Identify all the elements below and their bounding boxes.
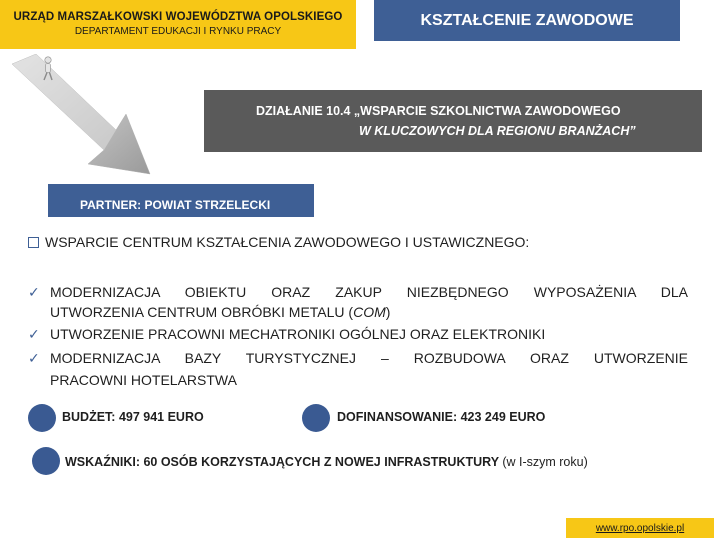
list-item-text-cont: PRACOWNI HOTELARSTWA — [50, 372, 237, 388]
partner-box — [48, 184, 314, 217]
footer-link[interactable] — [566, 518, 714, 538]
abbreviation: COM — [353, 304, 386, 320]
list-item-text: MODERNIZACJA BAZY TURYSTYCZNEJ – ROZBUDOWA ORAZ UTWORZENIE — [50, 350, 688, 366]
department-name: DEPARTAMENT EDUKACJI I RYNKU PRACY — [74, 26, 282, 37]
list-item — [28, 348, 688, 368]
list-item — [28, 282, 688, 302]
indicators-label — [65, 455, 588, 469]
list-item-continuation — [28, 302, 688, 322]
list-item-text-cont: UTWORZENIA CENTRUM OBRÓBKI METALU ( — [50, 304, 354, 320]
header-institution-box — [0, 0, 356, 49]
indicators-text: WSKAŹNIKI: 60 OSÓB KORZYSTAJĄCYCH Z NOWEJ INFRASTRUKTURY — [65, 455, 499, 469]
circle-dot-icon — [32, 447, 60, 475]
list-item-text-end: ) — [385, 304, 391, 320]
downward-arrow-figure-icon — [8, 54, 158, 178]
circle-dot-icon — [28, 404, 56, 432]
main-heading — [28, 234, 529, 250]
list-item-text: MODERNIZACJA OBIEKTU ORAZ ZAKUP NIEZBĘDNEGO WYPOSAŻENIA DLA — [50, 284, 688, 300]
partner-label: PARTNER: POWIAT STRZELECKI — [80, 198, 271, 212]
check-icon: ✓ — [28, 326, 40, 342]
square-bullet-icon — [28, 237, 39, 248]
action-title-line1: DZIAŁANIE 10.4 „WSPARCIE SZKOLNICTWA ZAWODOWEGO — [256, 104, 621, 118]
list-item — [28, 324, 688, 344]
check-icon: ✓ — [28, 284, 40, 300]
footer-link-text[interactable]: www.rpo.opolskie.pl — [595, 522, 685, 534]
action-box — [204, 90, 702, 152]
cofinancing-label: DOFINANSOWANIE: 423 249 EURO — [337, 410, 546, 424]
main-heading-text: WSPARCIE CENTRUM KSZTAŁCENIA ZAWODOWEGO I USTAWICZNEGO: — [45, 234, 530, 250]
list-item-continuation — [28, 370, 688, 390]
check-icon: ✓ — [28, 350, 40, 366]
header-title: KSZTAŁCENIE ZAWODOWE — [420, 11, 634, 29]
circle-dot-icon — [302, 404, 330, 432]
institution-name: URZĄD MARSZAŁKOWSKI WOJEWÓDZTWA OPOLSKIEGO — [13, 11, 343, 23]
header-title-box — [374, 0, 680, 41]
indicators-note: (w I-szym roku) — [502, 455, 588, 469]
list-item-text: UTWORZENIE PRACOWNI MECHATRONIKI OGÓLNEJ ORAZ ELEKTRONIKI — [50, 326, 546, 342]
action-title-line2: W KLUCZOWYCH DLA REGIONU BRANŻACH” — [359, 124, 636, 138]
budget-label: BUDŻET: 497 941 EURO — [62, 410, 204, 424]
